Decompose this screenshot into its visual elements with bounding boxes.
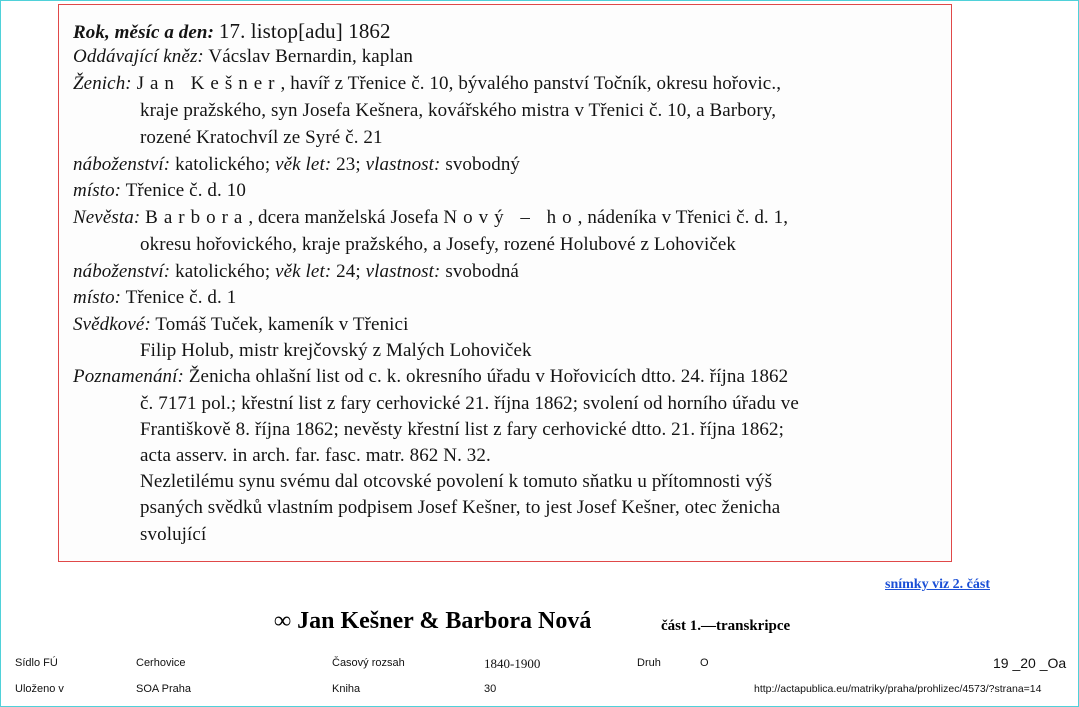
page-title: ∞ Jan Kešner & Barbora Nová: [274, 608, 592, 634]
bride-line2: okresu hořovického, kraje pražského, a Josefy, rozené Holubové z Lohoviček: [140, 234, 737, 255]
groom-place-row: [73, 180, 246, 202]
scanned-transcription: [58, 4, 952, 562]
bride-place: Třenice č. d. 1: [125, 287, 237, 308]
source-url[interactable]: http://actapublica.eu/matriky/praha/prohlizec/4573/?strana=14: [754, 683, 1042, 695]
groom-line2: kraje pražského, syn Josefa Kešnera, kovářského mistra v Třenici č. 10, a Barbory,: [140, 100, 777, 121]
bride-name: Barbora: [145, 207, 249, 228]
rozsah-label: Časový rozsah: [332, 657, 405, 669]
notes-line6: psaných svědků vlastním podpisem Josef Kešner, to jest Josef Kešner, otec ženicha: [140, 497, 781, 518]
part2-images-link[interactable]: snímky viz 2. část: [885, 577, 990, 592]
groom-row: [73, 73, 781, 95]
druh-label: Druh: [637, 657, 661, 669]
notes-line1: Ženicha ohlašní list od c. k. okresního úřadu v Hořovicích dtto. 24. října 1862: [188, 366, 789, 387]
bride-line1-mid: , dcera manželská Josefa: [248, 207, 439, 228]
priest-row: [73, 46, 413, 68]
page-subtitle: část 1.—transkripce: [661, 618, 791, 634]
date-row: [73, 19, 391, 44]
ulozeno-label: Uloženo v: [15, 683, 64, 695]
kniha-value: 30: [484, 683, 497, 695]
groom-religion-row: [73, 154, 520, 176]
witnesses-label: Svědkové:: [73, 314, 151, 335]
religion-label: náboženství:: [73, 154, 171, 175]
sidlo-value: Cerhovice: [136, 657, 186, 669]
place-label: místo:: [73, 287, 122, 308]
age-label: věk let:: [275, 154, 332, 175]
groom-line1: , havíř z Třenice č. 10, bývalého panství Točník, okresu hořovic.,: [280, 73, 782, 94]
priest-value: Vácslav Bernardin, kaplan: [208, 46, 413, 67]
witness-2: Filip Holub, mistr krejčovský z Malých Lohoviček: [140, 340, 532, 361]
notes-line3: Františkově 8. října 1862; nevěsty křestní list z fary cerhovické dtto. 21. října 1862;: [140, 419, 785, 440]
status-label: vlastnost:: [365, 261, 441, 282]
witness-1: Tomáš Tuček, kameník v Třenici: [155, 314, 409, 335]
groom-name: Jan Kešner: [136, 73, 281, 94]
date-value: 17. listop[adu] 1862: [218, 19, 391, 43]
status-label: vlastnost:: [365, 154, 441, 175]
rozsah-value: 1840-1900: [484, 656, 541, 671]
age-label: věk let:: [275, 261, 332, 282]
bride-age: 24;: [336, 261, 361, 282]
bride-label: Nevěsta:: [73, 207, 141, 228]
bride-religion: katolického;: [175, 261, 271, 282]
place-label: místo:: [73, 180, 122, 201]
groom-age: 23;: [336, 154, 361, 175]
notes-line7: svolující: [140, 524, 207, 545]
sidlo-label: Sídlo FÚ: [15, 657, 58, 669]
groom-label: Ženich:: [73, 73, 132, 94]
religion-label: náboženství:: [73, 261, 171, 282]
bride-father-surname: Nový – ho: [443, 207, 578, 228]
notes-label: Poznamenání:: [73, 366, 184, 387]
notes-line4: acta asserv. in arch. far. fasc. matr. 862 N. 32.: [140, 445, 491, 466]
ulozeno-value: SOA Praha: [136, 683, 192, 695]
bride-line1-rest: , nádeníka v Třenici č. d. 1,: [577, 207, 789, 228]
kniha-label: Kniha: [332, 683, 361, 695]
priest-label: Oddávající kněz:: [73, 46, 204, 67]
groom-status: svobodný: [445, 154, 521, 175]
bride-place-row: [73, 287, 236, 309]
groom-line3: rozené Kratochvíl ze Syré č. 21: [140, 127, 383, 148]
bride-row: [73, 207, 788, 229]
date-label: Rok, měsíc a den:: [73, 22, 215, 43]
bride-religion-row: [73, 261, 519, 283]
druh-value: O: [700, 657, 709, 669]
notes-row: [73, 366, 788, 388]
groom-religion: katolického;: [175, 154, 271, 175]
notes-line2: č. 7171 pol.; křestní list z fary cerhovické 21. října 1862; svolení od horního úřadu ve: [140, 393, 799, 414]
witnesses-row: [73, 314, 408, 336]
reference-code: 19 _20 _Oa: [993, 655, 1067, 671]
bride-status: svobodná: [445, 261, 519, 282]
notes-line5: Nezletilému synu svému dal otcovské povolení k tomuto sňatku u přítomnosti výš: [140, 471, 773, 492]
groom-place: Třenice č. d. 10: [125, 180, 246, 201]
